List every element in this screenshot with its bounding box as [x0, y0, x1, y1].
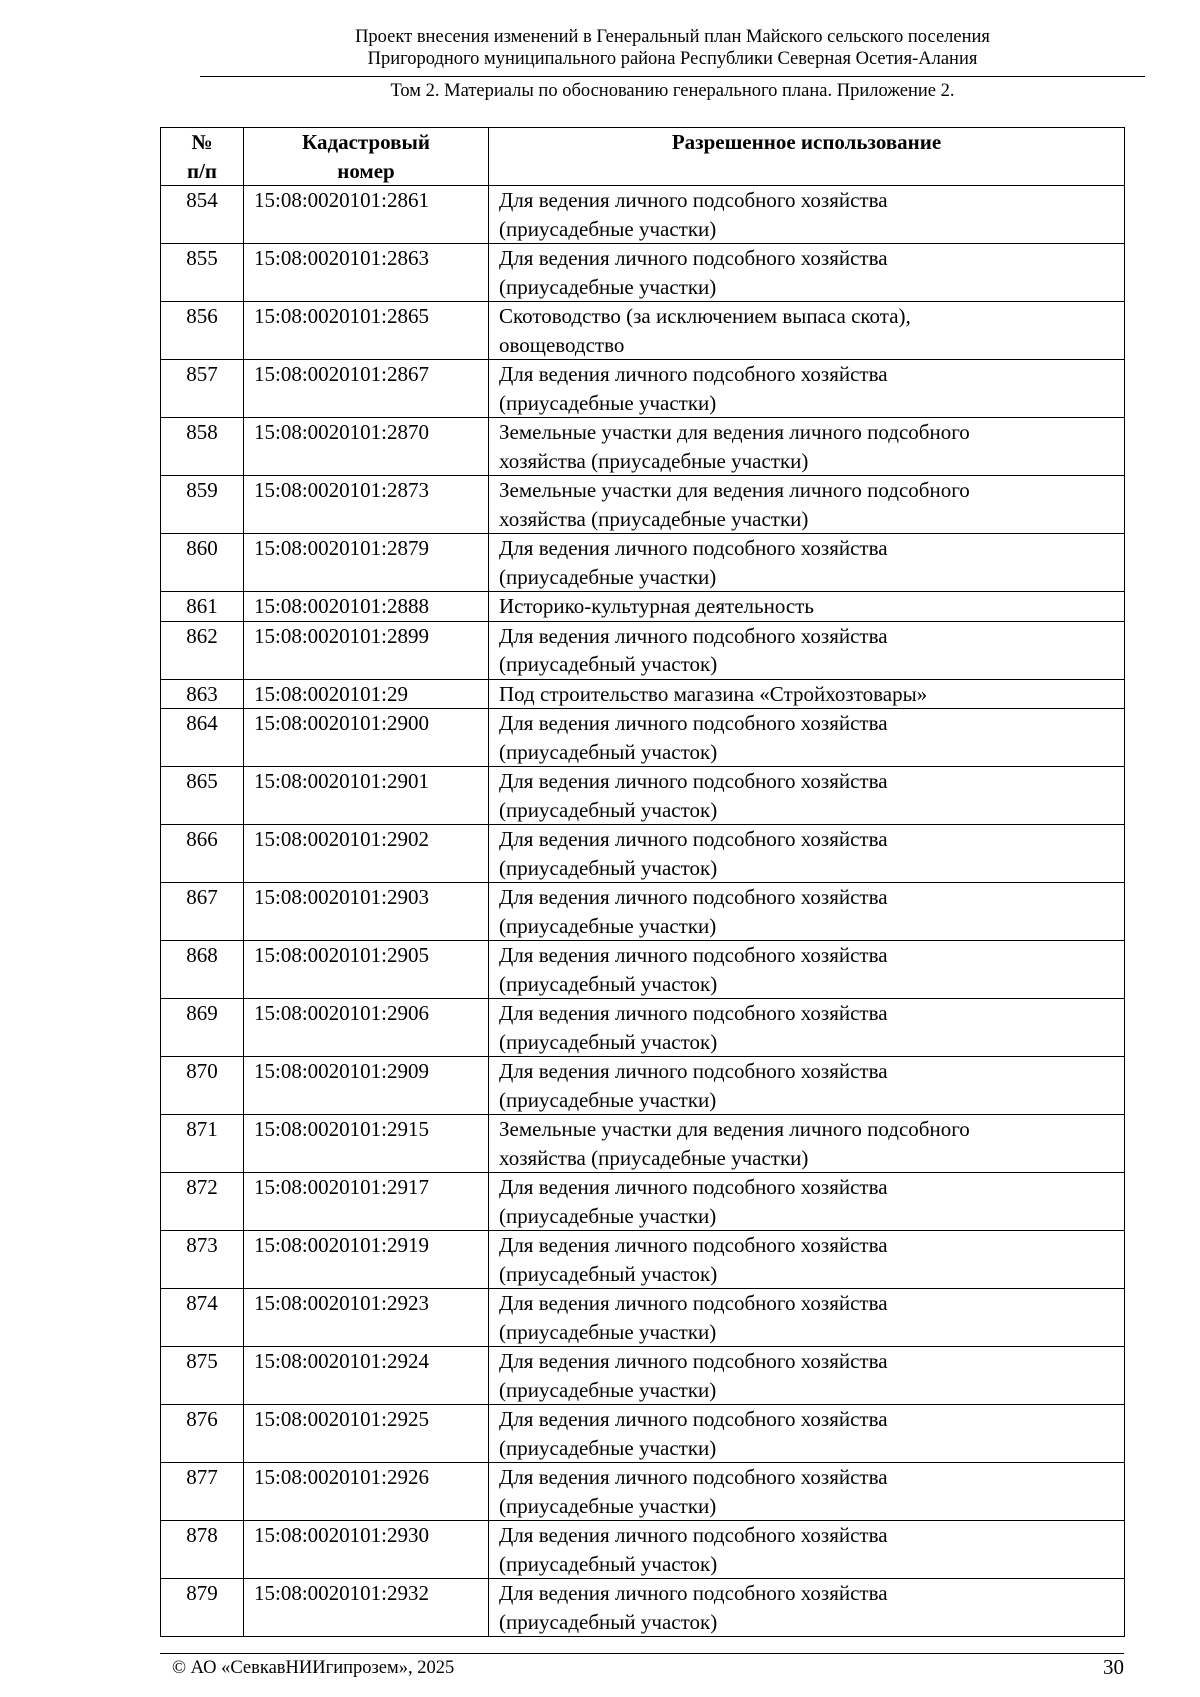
permitted-use-line2: (приусадебный участок)	[499, 797, 718, 822]
permitted-use-line1: Для ведения личного подсобного хозяйства	[499, 1407, 888, 1431]
document-header	[200, 26, 1145, 70]
permitted-use-line1: Для ведения личного подсобного хозяйства	[499, 1291, 888, 1315]
table-row	[161, 999, 1125, 1057]
permitted-use-cell	[489, 941, 1125, 999]
column-header-cadastral	[244, 128, 489, 186]
permitted-use-line2: (приусадебный участок)	[499, 855, 718, 880]
permitted-use-line2: (приусадебные участки)	[499, 1319, 717, 1344]
permitted-use-cell	[489, 302, 1125, 360]
column-header-number-line2: п/п	[186, 158, 218, 183]
row-number-cell: 874	[161, 1289, 244, 1347]
permitted-use-line1: Историко-культурная деятельность	[499, 594, 814, 618]
permitted-use-cell	[489, 999, 1125, 1057]
column-header-cadastral-line2: номер	[337, 158, 395, 183]
permitted-use-line1: Для ведения личного подсобного хозяйства	[499, 827, 888, 851]
table-row	[161, 621, 1125, 679]
permitted-use-line1: Земельные участки для ведения личного подсобного	[499, 1117, 970, 1141]
permitted-use-line1: Для ведения личного подсобного хозяйства	[499, 769, 888, 793]
table-row	[161, 1173, 1125, 1231]
permitted-use-line2: (приусадебные участки)	[499, 216, 717, 241]
row-number-cell: 876	[161, 1405, 244, 1463]
table-row	[161, 709, 1125, 767]
header-volume-line: Том 2. Материалы по обоснованию генерального плана. Приложение 2.	[390, 81, 955, 101]
table-row	[161, 476, 1125, 534]
permitted-use-cell	[489, 360, 1125, 418]
permitted-use-line1: Под строительство магазина «Стройхозтовары»	[499, 681, 928, 706]
cadastral-number-cell: 15:08:0020101:2861	[244, 186, 489, 244]
cadastral-number-cell: 15:08:0020101:2902	[244, 825, 489, 883]
row-number-cell: 878	[161, 1521, 244, 1579]
header-title-line1: Проект внесения изменений в Генеральный план Майского сельского поселения	[355, 27, 990, 47]
cadastral-number-cell: 15:08:0020101:2903	[244, 883, 489, 941]
cadastral-number-cell: 15:08:0020101:2932	[244, 1579, 489, 1637]
row-number-cell: 877	[161, 1463, 244, 1521]
permitted-use-line1: Для ведения личного подсобного хозяйства	[499, 536, 888, 560]
permitted-use-line2: (приусадебные участки)	[499, 913, 717, 938]
cadastral-number-cell: 15:08:0020101:2899	[244, 621, 489, 679]
table-row	[161, 941, 1125, 999]
permitted-use-cell	[489, 883, 1125, 941]
row-number-cell: 879	[161, 1579, 244, 1637]
permitted-use-line2: хозяйства (приусадебные участки)	[499, 506, 809, 531]
permitted-use-cell	[489, 186, 1125, 244]
cadastral-number-cell: 15:08:0020101:2926	[244, 1463, 489, 1521]
permitted-use-line2: (приусадебный участок)	[499, 971, 718, 996]
row-number-cell: 865	[161, 767, 244, 825]
permitted-use-line1: Для ведения личного подсобного хозяйства	[499, 362, 888, 386]
permitted-use-line2: (приусадебный участок)	[499, 1029, 718, 1054]
permitted-use-cell	[489, 592, 1125, 622]
column-header-number-line1: №	[191, 130, 213, 154]
permitted-use-line2: (приусадебный участок)	[499, 652, 718, 676]
header-title-line2: Пригородного муниципального района Республики Северная Осетия-Алания	[367, 49, 978, 69]
cadastral-number-cell: 15:08:0020101:2870	[244, 418, 489, 476]
permitted-use-line1: Для ведения личного подсобного хозяйства	[499, 188, 888, 212]
permitted-use-line1: Для ведения личного подсобного хозяйства	[499, 1523, 888, 1547]
row-number-cell: 859	[161, 476, 244, 534]
permitted-use-line1: Для ведения личного подсобного хозяйства	[499, 711, 888, 735]
cadastral-number-cell: 15:08:0020101:2879	[244, 534, 489, 592]
row-number-cell: 864	[161, 709, 244, 767]
permitted-use-cell	[489, 1231, 1125, 1289]
cadastral-number-cell: 15:08:0020101:2873	[244, 476, 489, 534]
permitted-use-line2: (приусадебные участки)	[499, 1087, 717, 1112]
table-row	[161, 1057, 1125, 1115]
row-number-cell: 871	[161, 1115, 244, 1173]
permitted-use-line2: (приусадебные участки)	[499, 1493, 717, 1518]
permitted-use-line2: (приусадебные участки)	[499, 1377, 717, 1402]
cadastral-number-cell: 15:08:0020101:2923	[244, 1289, 489, 1347]
permitted-use-line1: Для ведения личного подсобного хозяйства	[499, 1001, 888, 1025]
permitted-use-line1: Скотоводство (за исключением выпаса скота),	[499, 304, 911, 328]
cadastral-number-cell: 15:08:0020101:2901	[244, 767, 489, 825]
permitted-use-cell	[489, 476, 1125, 534]
row-number-cell: 867	[161, 883, 244, 941]
page-number: 30	[1103, 1655, 1124, 1679]
land-plots-table	[160, 127, 1125, 1637]
permitted-use-cell	[489, 244, 1125, 302]
permitted-use-cell	[489, 1115, 1125, 1173]
permitted-use-cell	[489, 709, 1125, 767]
cadastral-number-cell: 15:08:0020101:2919	[244, 1231, 489, 1289]
permitted-use-line1: Для ведения личного подсобного хозяйства	[499, 1465, 888, 1489]
cadastral-number-cell: 15:08:0020101:2905	[244, 941, 489, 999]
table-row	[161, 883, 1125, 941]
permitted-use-line2: (приусадебные участки)	[499, 274, 717, 299]
cadastral-number-cell: 15:08:0020101:2924	[244, 1347, 489, 1405]
permitted-use-line1: Для ведения личного подсобного хозяйства	[499, 246, 888, 270]
table-row	[161, 679, 1125, 709]
permitted-use-cell	[489, 418, 1125, 476]
row-number-cell: 854	[161, 186, 244, 244]
permitted-use-cell	[489, 767, 1125, 825]
footer-copyright: © АО «СевкавНИИгипрозем», 2025	[172, 1658, 455, 1678]
permitted-use-cell	[489, 534, 1125, 592]
row-number-cell: 863	[161, 679, 244, 709]
row-number-cell: 872	[161, 1173, 244, 1231]
row-number-cell: 862	[161, 621, 244, 679]
table-row	[161, 186, 1125, 244]
permitted-use-cell	[489, 1405, 1125, 1463]
cadastral-number-cell: 15:08:0020101:2900	[244, 709, 489, 767]
permitted-use-line2: хозяйства (приусадебные участки)	[499, 1145, 809, 1170]
cadastral-number-cell: 15:08:0020101:29	[244, 679, 489, 709]
permitted-use-line2: (приусадебный участок)	[499, 739, 718, 764]
table-row	[161, 1347, 1125, 1405]
table-row	[161, 1289, 1125, 1347]
permitted-use-line1: Земельные участки для ведения личного подсобного	[499, 420, 970, 444]
permitted-use-line2: хозяйства (приусадебные участки)	[499, 448, 809, 473]
table-row	[161, 1405, 1125, 1463]
header-divider	[200, 76, 1145, 77]
footer-divider	[160, 1653, 1124, 1654]
cadastral-number-cell: 15:08:0020101:2925	[244, 1405, 489, 1463]
column-header-cadastral-line1: Кадастровый	[302, 130, 430, 154]
table-row	[161, 1521, 1125, 1579]
cadastral-number-cell: 15:08:0020101:2930	[244, 1521, 489, 1579]
cadastral-number-cell: 15:08:0020101:2915	[244, 1115, 489, 1173]
permitted-use-cell	[489, 1521, 1125, 1579]
permitted-use-line2: (приусадебные участки)	[499, 1435, 717, 1460]
permitted-use-line1: Земельные участки для ведения личного подсобного	[499, 478, 970, 502]
permitted-use-line1: Для ведения личного подсобного хозяйства	[499, 1233, 888, 1257]
cadastral-number-cell: 15:08:0020101:2867	[244, 360, 489, 418]
table-row	[161, 1231, 1125, 1289]
row-number-cell: 856	[161, 302, 244, 360]
column-header-permitted-use: Разрешенное использование	[489, 128, 1125, 186]
permitted-use-cell	[489, 1173, 1125, 1231]
permitted-use-cell	[489, 1579, 1125, 1637]
row-number-cell: 861	[161, 592, 244, 622]
permitted-use-cell	[489, 1057, 1125, 1115]
table-header-row	[161, 128, 1125, 186]
permitted-use-line2: (приусадебные участки)	[499, 390, 717, 415]
permitted-use-line1: Для ведения личного подсобного хозяйства	[499, 885, 888, 909]
permitted-use-line1: Для ведения личного подсобного хозяйства	[499, 1349, 888, 1373]
permitted-use-line2: (приусадебный участок)	[499, 1551, 718, 1576]
cadastral-number-cell: 15:08:0020101:2906	[244, 999, 489, 1057]
table-row	[161, 767, 1125, 825]
table-row	[161, 244, 1125, 302]
cadastral-number-cell: 15:08:0020101:2909	[244, 1057, 489, 1115]
cadastral-number-cell: 15:08:0020101:2865	[244, 302, 489, 360]
permitted-use-line1: Для ведения личного подсобного хозяйства	[499, 1581, 888, 1605]
permitted-use-line2: овощеводство	[499, 332, 625, 357]
row-number-cell: 860	[161, 534, 244, 592]
table-row	[161, 1115, 1125, 1173]
row-number-cell: 858	[161, 418, 244, 476]
permitted-use-line1: Для ведения личного подсобного хозяйства	[499, 1175, 888, 1199]
permitted-use-cell	[489, 825, 1125, 883]
row-number-cell: 866	[161, 825, 244, 883]
permitted-use-line2: (приусадебные участки)	[499, 1203, 717, 1228]
table-row	[161, 825, 1125, 883]
permitted-use-cell	[489, 1289, 1125, 1347]
permitted-use-line1: Для ведения личного подсобного хозяйства	[499, 943, 888, 967]
cadastral-number-cell: 15:08:0020101:2917	[244, 1173, 489, 1231]
cadastral-number-cell: 15:08:0020101:2863	[244, 244, 489, 302]
row-number-cell: 855	[161, 244, 244, 302]
permitted-use-line2: (приусадебный участок)	[499, 1261, 718, 1286]
table-row	[161, 592, 1125, 622]
row-number-cell: 873	[161, 1231, 244, 1289]
table-row	[161, 302, 1125, 360]
permitted-use-line1: Для ведения личного подсобного хозяйства	[499, 1059, 888, 1083]
permitted-use-cell	[489, 679, 1125, 709]
table-row	[161, 418, 1125, 476]
row-number-cell: 870	[161, 1057, 244, 1115]
permitted-use-cell	[489, 1347, 1125, 1405]
cadastral-number-cell: 15:08:0020101:2888	[244, 592, 489, 622]
row-number-cell: 875	[161, 1347, 244, 1405]
permitted-use-line2: (приусадебный участок)	[499, 1609, 718, 1634]
table-row	[161, 1463, 1125, 1521]
permitted-use-line2: (приусадебные участки)	[499, 564, 717, 589]
table-body	[161, 186, 1125, 1637]
column-header-number	[161, 128, 244, 186]
row-number-cell: 869	[161, 999, 244, 1057]
permitted-use-cell	[489, 1463, 1125, 1521]
permitted-use-cell	[489, 621, 1125, 679]
row-number-cell: 857	[161, 360, 244, 418]
row-number-cell: 868	[161, 941, 244, 999]
table-row	[161, 1579, 1125, 1637]
permitted-use-line1: Для ведения личного подсобного хозяйства	[499, 623, 888, 648]
table-row	[161, 534, 1125, 592]
table-row	[161, 360, 1125, 418]
